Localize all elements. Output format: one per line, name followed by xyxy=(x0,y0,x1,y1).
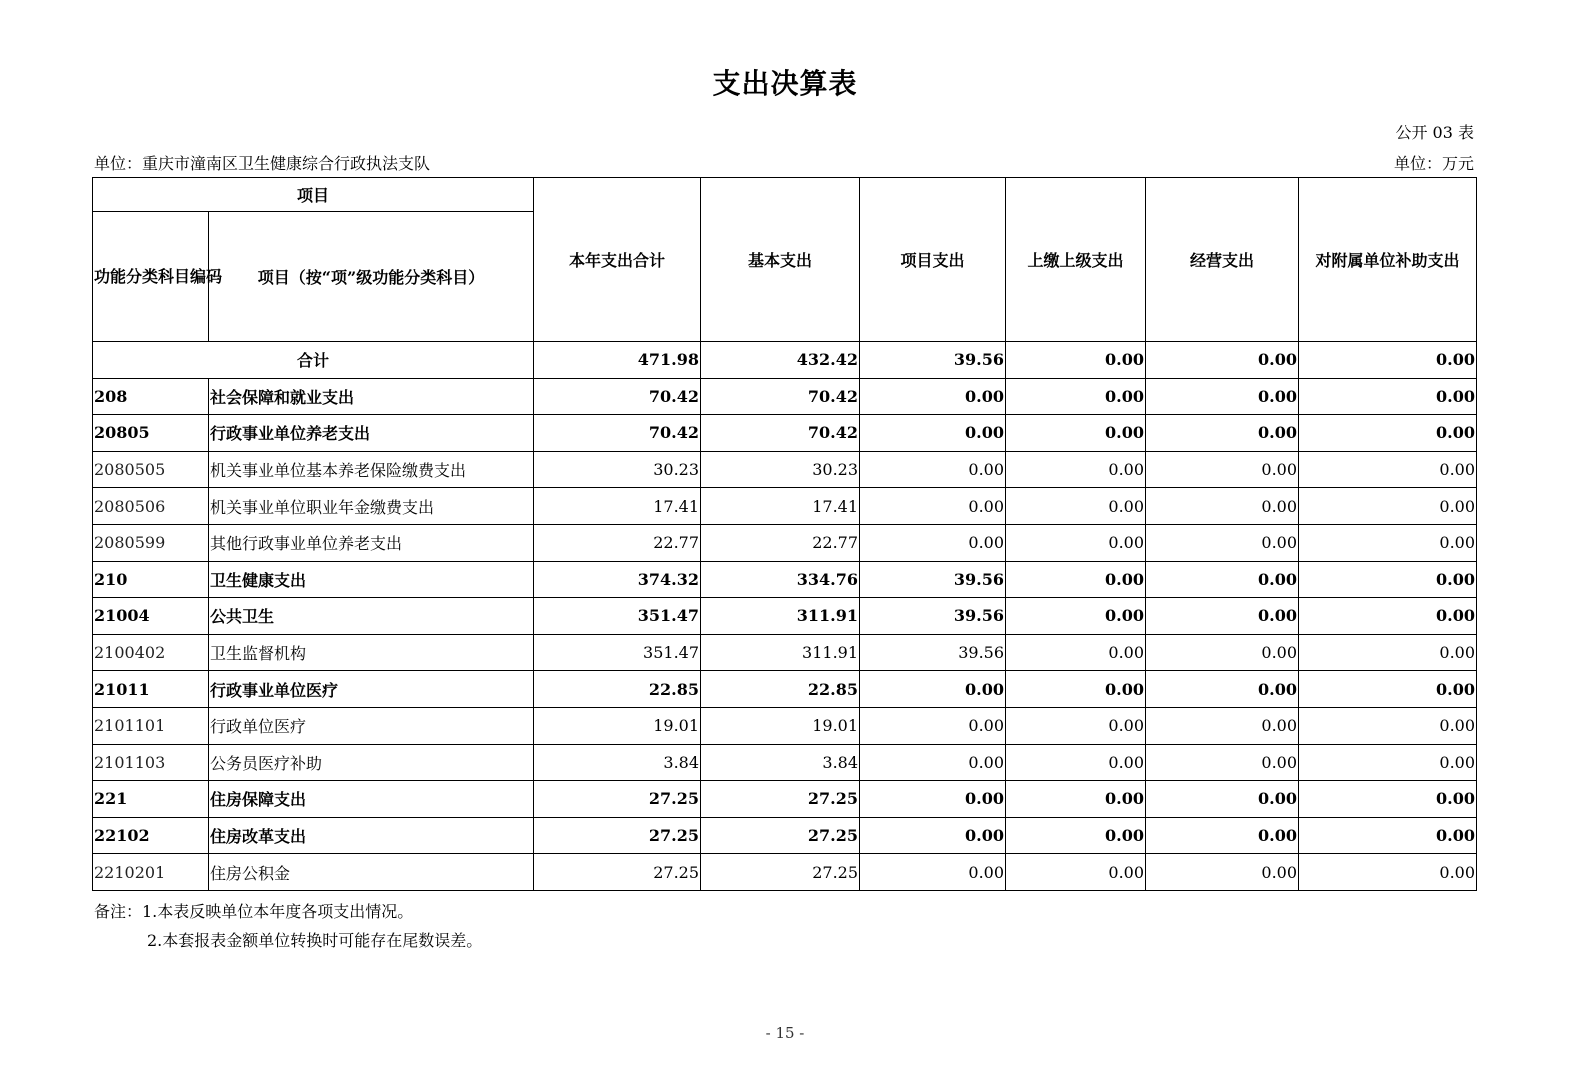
row-value: 0.00 xyxy=(1146,817,1299,854)
header-basic: 基本支出 xyxy=(701,178,860,342)
notes xyxy=(94,897,482,955)
row-value: 0.00 xyxy=(860,415,1006,452)
row-code: 2080505 xyxy=(93,451,209,488)
table-row xyxy=(93,817,1477,854)
table-row xyxy=(93,378,1477,415)
row-name: 卫生监督机构 xyxy=(209,634,534,671)
note-line-1: 备注：1.本表反映单位本年度各项支出情况。 xyxy=(94,902,414,921)
row-value: 0.00 xyxy=(1006,415,1146,452)
row-name: 住房公积金 xyxy=(209,854,534,891)
row-value: 3.84 xyxy=(534,744,701,781)
row-value: 0.00 xyxy=(1006,854,1146,891)
row-name: 其他行政事业单位养老支出 xyxy=(209,524,534,561)
row-code: 221 xyxy=(93,781,209,818)
row-value: 0.00 xyxy=(860,378,1006,415)
row-value: 0.00 xyxy=(1006,707,1146,744)
total-value: 432.42 xyxy=(701,342,860,379)
row-name: 行政事业单位养老支出 xyxy=(209,415,534,452)
table-row xyxy=(93,634,1477,671)
row-value: 0.00 xyxy=(1299,817,1477,854)
row-value: 70.42 xyxy=(534,415,701,452)
table-row xyxy=(93,707,1477,744)
row-value: 0.00 xyxy=(1006,634,1146,671)
row-code: 210 xyxy=(93,561,209,598)
total-row xyxy=(93,342,1477,379)
row-value: 0.00 xyxy=(1299,488,1477,525)
row-value: 311.91 xyxy=(701,634,860,671)
row-value: 0.00 xyxy=(1006,817,1146,854)
row-value: 0.00 xyxy=(1146,598,1299,635)
row-value: 334.76 xyxy=(701,561,860,598)
row-name: 机关事业单位职业年金缴费支出 xyxy=(209,488,534,525)
form-number: 公开 03 表 xyxy=(1395,123,1474,142)
row-value: 27.25 xyxy=(534,817,701,854)
table-row xyxy=(93,561,1477,598)
row-value: 0.00 xyxy=(1146,561,1299,598)
row-value: 27.25 xyxy=(534,781,701,818)
row-value: 0.00 xyxy=(1146,488,1299,525)
unit-organization: 单位：重庆市潼南区卫生健康综合行政执法支队 xyxy=(94,154,431,173)
row-code: 2101103 xyxy=(93,744,209,781)
row-value: 17.41 xyxy=(534,488,701,525)
row-value: 3.84 xyxy=(701,744,860,781)
row-value: 0.00 xyxy=(860,451,1006,488)
total-value: 471.98 xyxy=(534,342,701,379)
table-row xyxy=(93,854,1477,891)
total-value: 0.00 xyxy=(1006,342,1146,379)
page-title: 支出决算表 xyxy=(712,67,858,100)
header-subsidy: 对附属单位补助支出 xyxy=(1299,178,1477,342)
table-row xyxy=(93,524,1477,561)
row-value: 0.00 xyxy=(860,707,1006,744)
row-name: 机关事业单位基本养老保险缴费支出 xyxy=(209,451,534,488)
total-value: 0.00 xyxy=(1299,342,1477,379)
row-value: 19.01 xyxy=(534,707,701,744)
table-row xyxy=(93,451,1477,488)
row-value: 70.42 xyxy=(701,415,860,452)
row-value: 22.85 xyxy=(701,671,860,708)
row-name: 社会保障和就业支出 xyxy=(209,378,534,415)
row-name: 行政事业单位医疗 xyxy=(209,671,534,708)
row-name: 行政单位医疗 xyxy=(209,707,534,744)
row-value: 0.00 xyxy=(1299,524,1477,561)
table-row xyxy=(93,744,1477,781)
total-value: 0.00 xyxy=(1146,342,1299,379)
table-row xyxy=(93,415,1477,452)
row-value: 27.25 xyxy=(701,781,860,818)
table-row xyxy=(93,671,1477,708)
row-value: 0.00 xyxy=(1299,744,1477,781)
row-value: 0.00 xyxy=(1146,378,1299,415)
row-value: 0.00 xyxy=(1299,671,1477,708)
header-total: 本年支出合计 xyxy=(534,178,701,342)
row-value: 19.01 xyxy=(701,707,860,744)
row-value: 0.00 xyxy=(1299,707,1477,744)
row-value: 30.23 xyxy=(701,451,860,488)
row-value: 0.00 xyxy=(860,854,1006,891)
row-value: 0.00 xyxy=(860,488,1006,525)
row-value: 0.00 xyxy=(1146,671,1299,708)
note-line-2: 2.本套报表金额单位转换时可能存在尾数误差。 xyxy=(147,931,483,950)
row-value: 311.91 xyxy=(701,598,860,635)
unit-currency: 单位：万元 xyxy=(1393,154,1474,173)
table-row xyxy=(93,598,1477,635)
row-value: 0.00 xyxy=(1006,378,1146,415)
header-superior: 上缴上级支出 xyxy=(1006,178,1146,342)
page-number: - 15 - xyxy=(765,1024,805,1042)
row-value: 39.56 xyxy=(860,634,1006,671)
row-name: 公务员医疗补助 xyxy=(209,744,534,781)
row-value: 0.00 xyxy=(1006,598,1146,635)
row-code: 21004 xyxy=(93,598,209,635)
row-value: 27.25 xyxy=(701,817,860,854)
row-value: 351.47 xyxy=(534,598,701,635)
row-value: 0.00 xyxy=(1299,415,1477,452)
row-value: 17.41 xyxy=(701,488,860,525)
row-value: 70.42 xyxy=(701,378,860,415)
row-value: 0.00 xyxy=(1299,378,1477,415)
row-value: 0.00 xyxy=(860,671,1006,708)
table-row xyxy=(93,781,1477,818)
row-value: 0.00 xyxy=(1299,561,1477,598)
row-value: 0.00 xyxy=(1299,854,1477,891)
row-value: 27.25 xyxy=(701,854,860,891)
row-value: 0.00 xyxy=(860,524,1006,561)
total-value: 39.56 xyxy=(860,342,1006,379)
row-value: 0.00 xyxy=(860,781,1006,818)
row-value: 0.00 xyxy=(1146,524,1299,561)
row-code: 2080599 xyxy=(93,524,209,561)
row-code: 20805 xyxy=(93,415,209,452)
row-value: 0.00 xyxy=(1006,561,1146,598)
row-value: 0.00 xyxy=(1146,744,1299,781)
row-value: 30.23 xyxy=(534,451,701,488)
row-value: 0.00 xyxy=(860,817,1006,854)
row-value: 22.77 xyxy=(701,524,860,561)
row-value: 0.00 xyxy=(1006,488,1146,525)
row-value: 39.56 xyxy=(860,598,1006,635)
row-code: 22102 xyxy=(93,817,209,854)
row-value: 0.00 xyxy=(1146,781,1299,818)
row-code: 21011 xyxy=(93,671,209,708)
row-value: 22.77 xyxy=(534,524,701,561)
row-value: 351.47 xyxy=(534,634,701,671)
row-code: 2100402 xyxy=(93,634,209,671)
header-name: 项目（按“项”级功能分类科目） xyxy=(209,212,534,342)
row-value: 0.00 xyxy=(1299,598,1477,635)
header-project-group: 项目 xyxy=(93,178,534,212)
row-value: 0.00 xyxy=(1299,634,1477,671)
row-value: 27.25 xyxy=(534,854,701,891)
row-value: 0.00 xyxy=(1006,744,1146,781)
header-project: 项目支出 xyxy=(860,178,1006,342)
row-name: 住房保障支出 xyxy=(209,781,534,818)
header-business: 经营支出 xyxy=(1146,178,1299,342)
row-value: 374.32 xyxy=(534,561,701,598)
table-row xyxy=(93,488,1477,525)
row-value: 0.00 xyxy=(860,744,1006,781)
row-value: 0.00 xyxy=(1006,451,1146,488)
row-code: 2210201 xyxy=(93,854,209,891)
row-value: 0.00 xyxy=(1006,671,1146,708)
row-value: 0.00 xyxy=(1006,524,1146,561)
row-name: 住房改革支出 xyxy=(209,817,534,854)
row-code: 2080506 xyxy=(93,488,209,525)
row-value: 0.00 xyxy=(1146,707,1299,744)
row-value: 0.00 xyxy=(1146,634,1299,671)
total-label: 合计 xyxy=(93,342,534,379)
row-value: 0.00 xyxy=(1146,854,1299,891)
row-value: 0.00 xyxy=(1299,451,1477,488)
row-value: 70.42 xyxy=(534,378,701,415)
row-name: 公共卫生 xyxy=(209,598,534,635)
expenditure-table xyxy=(92,177,1477,891)
row-value: 39.56 xyxy=(860,561,1006,598)
row-value: 0.00 xyxy=(1006,781,1146,818)
row-code: 2101101 xyxy=(93,707,209,744)
row-value: 0.00 xyxy=(1146,451,1299,488)
row-value: 0.00 xyxy=(1299,781,1477,818)
row-code: 208 xyxy=(93,378,209,415)
row-value: 22.85 xyxy=(534,671,701,708)
row-value: 0.00 xyxy=(1146,415,1299,452)
row-name: 卫生健康支出 xyxy=(209,561,534,598)
header-code: 功能分类科目编码 xyxy=(93,212,209,342)
